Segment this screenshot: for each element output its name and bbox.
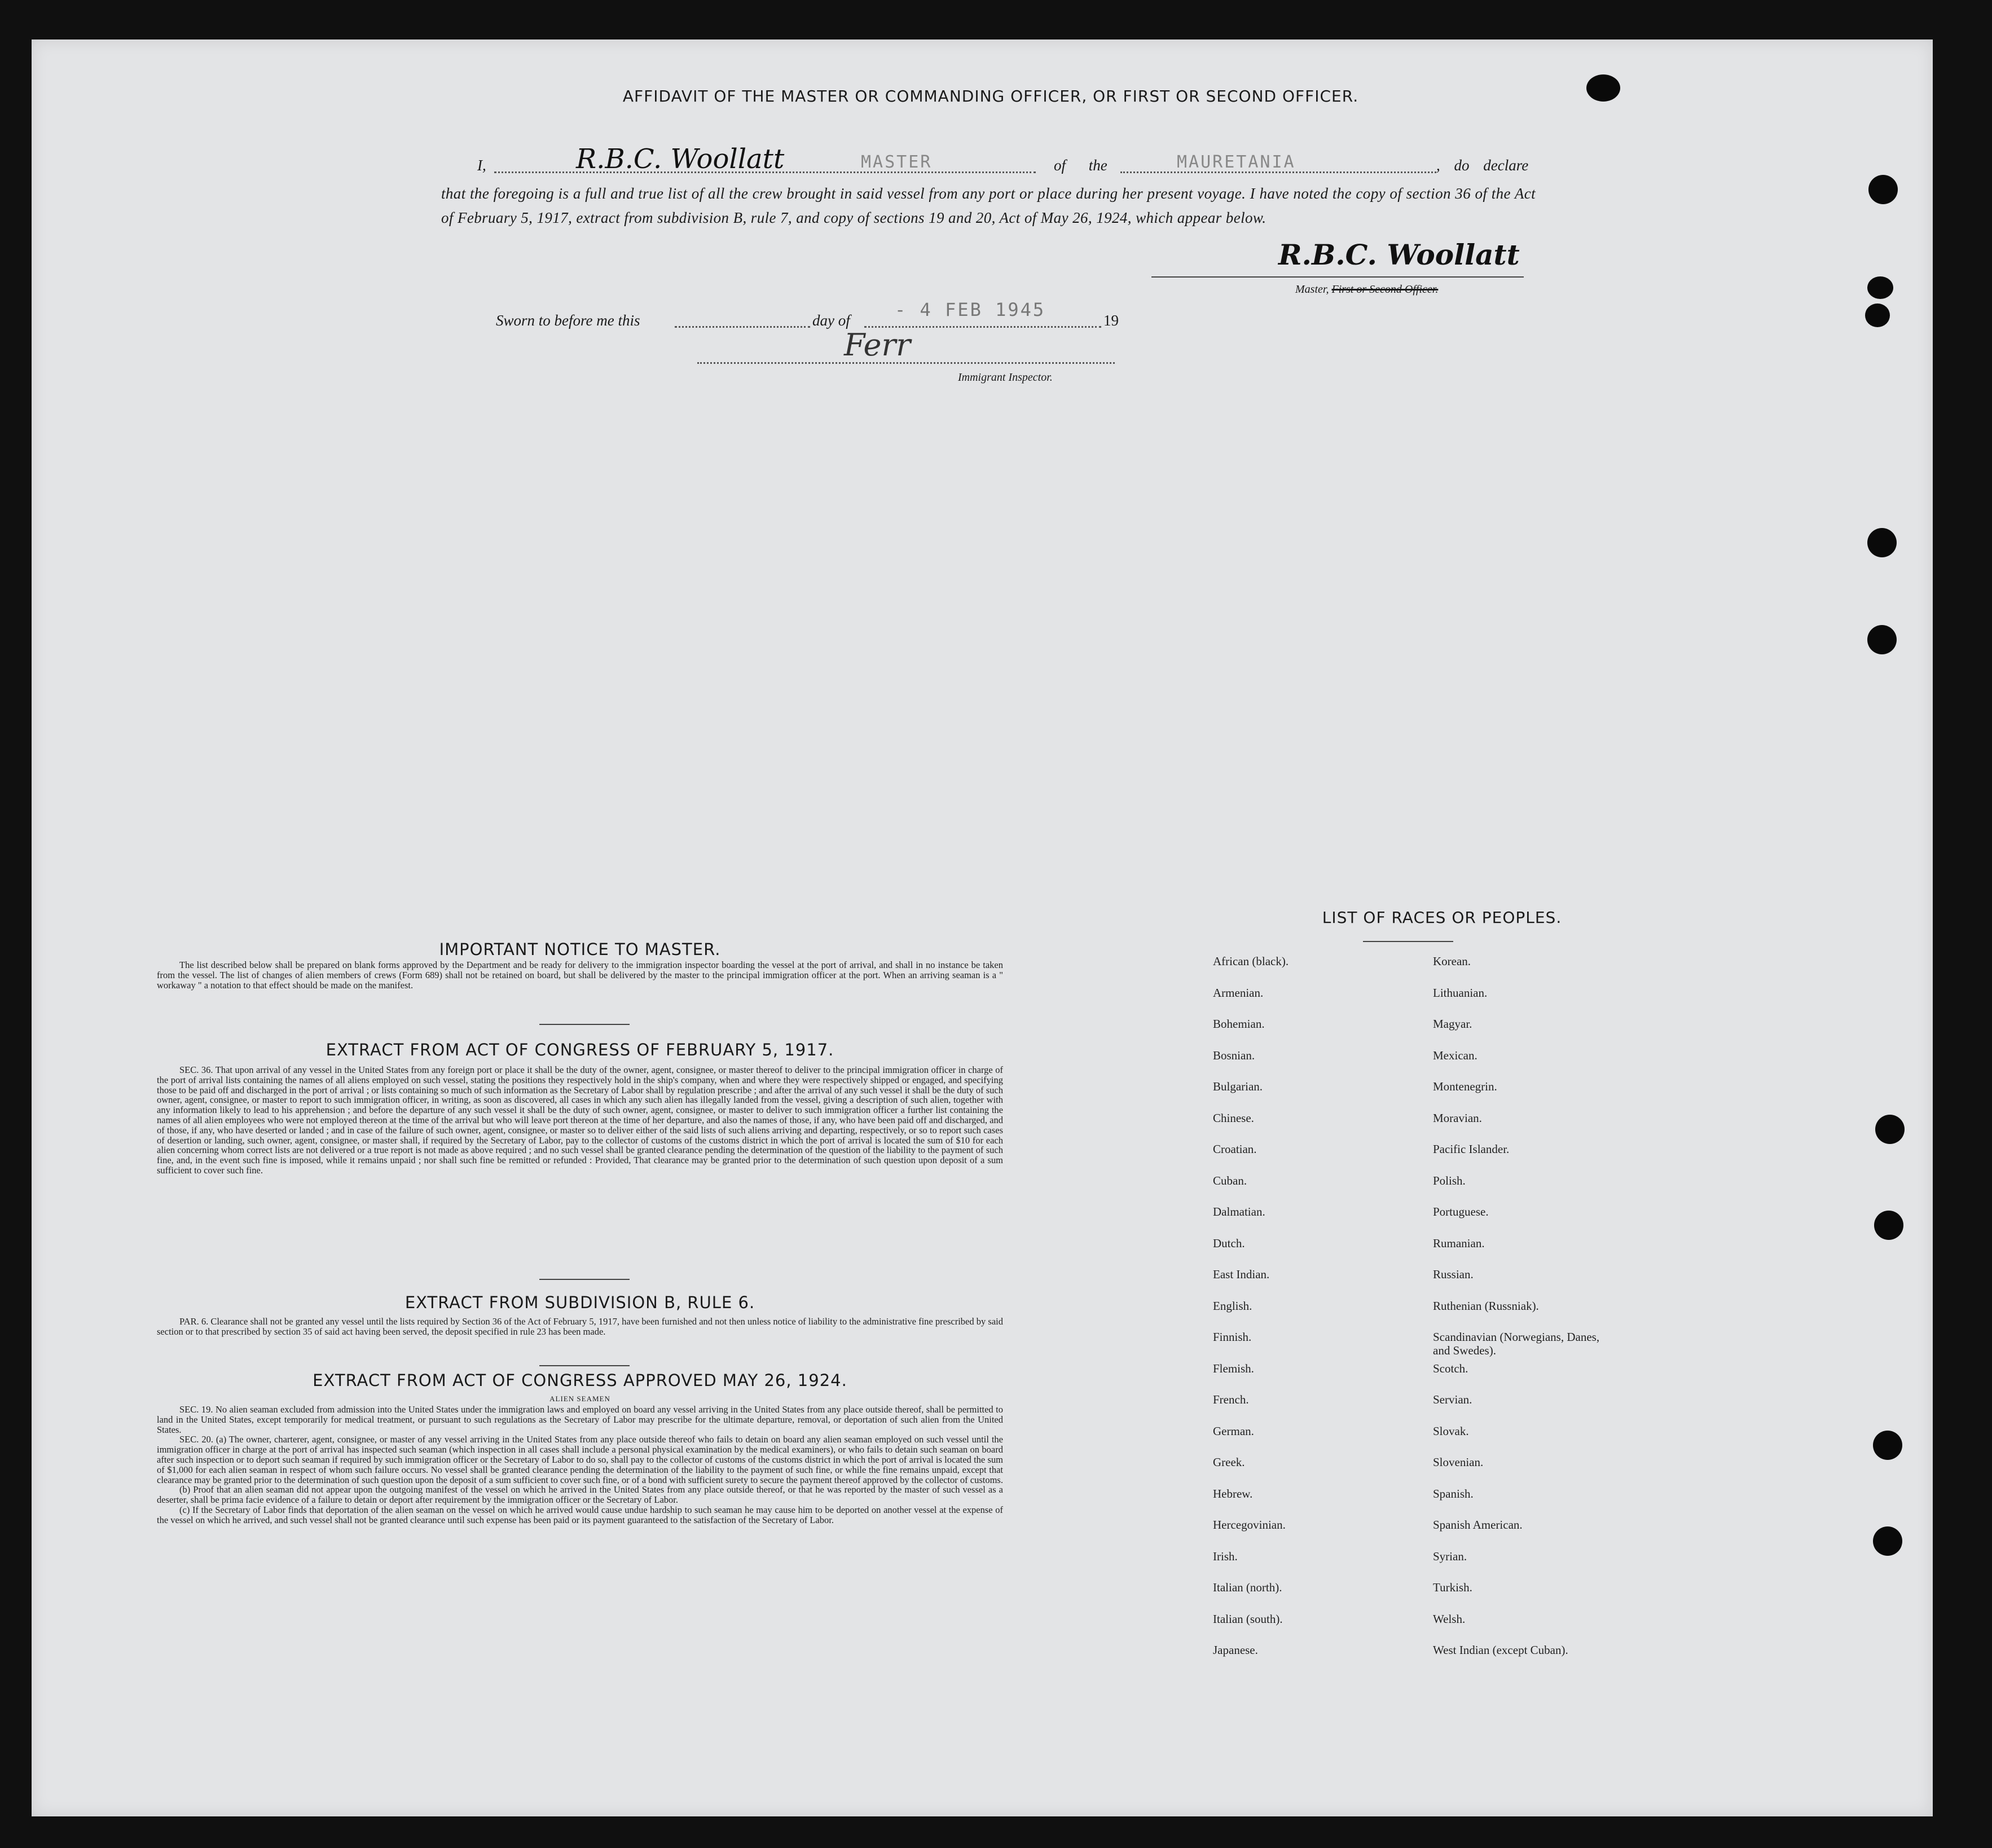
divider [539, 1279, 630, 1280]
section-36-paragraph: SEC. 36. That upon arrival of any vessel in the United States from any foreign port or place it shall be the duty of the owner, agent, consignee, or master thereof to deliver to the principal immigration officer in charge of the port of arrival lists containing the names of all aliens employed on such vessel, stating the positions they respectively hold in the ship's company, when and where they were respectively shipped or engaged, and specifying those to be paid off and discharged in the port of arrival ; or lists containing so much of such information as the Secretary of Labor shall by regulation prescribe ; and after the arrival of any such vessel it shall be the duty of such owner, agent, consignee, or master to report to such immigration officer, in writing, as soon as discovered, all cases in which any such alien has illegally landed from the vessel, giving a description of such alien, together with any information likely to lead to his apprehension ; and before the departure of any such vessel it shall be the duty of such owner, agent, consignee, or master to deliver to such immigration officer a further list containing the names of all alien employees who were not employed thereon at the time of the arrival but who will leave port thereon at the time of her departure, and also the names of those, if any, who have been paid off and discharged, and of those, if any, who have deserted or landed ; and in case of the failure of such owner, agent, consignee, or master so to deliver either of the said lists of such aliens arriving and departing, respectively, or so to report such cases of desertion or landing, such owner, agent, consignee, or master shall, if required by the Secretary of Labor, pay to the collector of customs of the customs district in which the port of arrival is located the sum of $10 for each alien concerning whom correct lists are not delivered or a true report is not made as above required ; and no such vessel shall be granted clearance pending the determination of the question of the liability to the payment of such fine, and, in the event such fine is imposed, while it remains unpaid ; nor shall such fine be remitted or refunded : Provided, That clearance may be granted prior to the determination of such question upon deposit of a sum sufficient to cover such fine. [157, 1064, 1003, 1176]
role-struck: First or Second Officer. [1331, 283, 1439, 296]
race-item: Korean. [1433, 954, 1471, 968]
alien-seamen-subheading: ALIEN SEAMEN [549, 1394, 610, 1403]
race-item: Bosnian. [1213, 1048, 1255, 1062]
signature-line [1151, 276, 1524, 278]
race-item: Pacific Islander. [1433, 1142, 1510, 1156]
race-item: Moravian. [1433, 1111, 1482, 1125]
race-item: East Indian. [1213, 1268, 1270, 1281]
race-item: Hercegovinian. [1213, 1518, 1286, 1532]
race-item: Slovenian. [1433, 1455, 1484, 1469]
race-item: German. [1213, 1424, 1254, 1438]
punch-hole [1874, 1211, 1903, 1240]
of-the-label: of the [1054, 157, 1107, 174]
races-right-column [1433, 954, 1602, 1675]
race-item: Scotch. [1433, 1361, 1468, 1375]
race-item: Syrian. [1433, 1549, 1467, 1563]
sworn-year: 19 [1103, 312, 1119, 329]
subdivision-text [157, 1317, 1003, 1337]
race-item: Servian. [1433, 1393, 1472, 1406]
race-item: Spanish American. [1433, 1518, 1523, 1532]
race-item: English. [1213, 1299, 1252, 1313]
race-item: Magyar. [1433, 1017, 1472, 1031]
race-item: Turkish. [1433, 1581, 1472, 1594]
notice-heading: IMPORTANT NOTICE TO MASTER. [439, 940, 721, 959]
race-item: Slovak. [1433, 1424, 1469, 1438]
punch-hole [1867, 528, 1897, 557]
extract-1924-text [157, 1405, 1003, 1525]
affidavit-body: that the foregoing is a full and true list of all the crew brought in said vessel from any port or place during her present voyage. I have noted the copy of section 36 of the Act of February 5, 1917, extract from subdivision B, rule 7, and copy of sections 19 and 20, Act of May 26, 1924, which appear below. [441, 185, 1536, 226]
race-item: Japanese. [1213, 1643, 1258, 1657]
sec-19-paragraph: SEC. 19. No alien seaman excluded from admission into the United States under the immigration laws and employed on board any vessel arriving in the United States from any place outside thereof, shall be permitted to land in the United States, except temporarily for medical treatment, or pursuant to such regulations as the Secretary of Labor may prescribe for the ultimate departure, removal, or deportation of such alien from the United States. [157, 1404, 1003, 1435]
race-item: Croatian. [1213, 1142, 1257, 1156]
race-item: Armenian. [1213, 985, 1264, 1000]
punch-hole [1873, 1526, 1902, 1556]
races-divider [1363, 941, 1453, 942]
subdivision-heading: EXTRACT FROM SUBDIVISION B, RULE 6. [404, 1293, 755, 1312]
punch-hole [1867, 276, 1893, 299]
race-item: Hebrew. [1213, 1486, 1253, 1501]
master-signature: R.B.C. Woollatt [1278, 238, 1520, 271]
race-item: Bulgarian. [1213, 1080, 1263, 1093]
inspector-signature: Ferr [844, 327, 911, 363]
race-item: Polish. [1433, 1173, 1466, 1187]
punch-hole [1586, 74, 1620, 102]
race-item: Russian. [1433, 1268, 1474, 1281]
sworn-day-blank [675, 322, 810, 328]
race-item: Italian (south). [1213, 1612, 1283, 1626]
race-item: Chinese. [1213, 1111, 1254, 1125]
extract-1924-heading: EXTRACT FROM ACT OF CONGRESS APPROVED MAY 26, 1924. [313, 1371, 847, 1390]
race-item: Dalmatian. [1213, 1205, 1265, 1218]
affidavit-i: I, [477, 157, 486, 174]
race-item: West Indian (except Cuban). [1433, 1643, 1568, 1657]
par-6-paragraph: PAR. 6. Clearance shall not be granted any vessel until the lists required by Section 36 of the Act of February 5, 1917, have been furnished and not then unless notice of liability to the administrative fine prescribed by said section or to that prescribed by section 35 of said act having been served, the deposit specified in rule 23 has been made. [157, 1316, 1003, 1337]
divider [539, 1365, 630, 1366]
punch-hole [1865, 303, 1890, 327]
race-item: Italian (north). [1213, 1581, 1282, 1594]
race-item: Finnish. [1213, 1330, 1252, 1344]
notice-paragraph: The list described below shall be prepared on blank forms approved by the Department and be ready for delivery to the immigration inspector boarding the vessel at the port of arrival, and shall in no instance be taken from the vessel. The list of changes of alien members of crews (Form 689) shall not be retained on board, but shall be delivered by the master to the principal immigration officer at the port. When an arriving seaman is a " workaway " a notation to that effect should be made on the manifest. [157, 960, 1003, 991]
race-item: Portuguese. [1433, 1205, 1489, 1218]
sec-20a-paragraph: SEC. 20. (a) The owner, charterer, agent, consignee, or master of any vessel arriving in the United States from any place outside thereof who fails to detain on board any alien seaman employed on such vessel until the immigration officer in charge at the port of arrival has inspected such seaman (which inspection in all cases shall include a personal physical examination by the medical examiners), or who fails to detain such seaman on board after such inspection or to deport such seaman if required by such immigration officer or the Secretary of Labor to do so, shall pay to the collector of customs of the customs district in which the port of arrival is located the sum of $1,000 for each alien seaman in respect of whom such failure occurs. No vessel shall be granted clearance pending the determination of the liability to the payment of such fine, or while the fine remains unpaid, except that clearance may be granted prior to the determination of such question upon the deposit of a sum sufficient to cover such fine, or of a bond with sufficient surety to secure the payment thereof approved by the collector of customs. [157, 1434, 1003, 1485]
do-declare-label: , do declare [1436, 157, 1529, 174]
race-item: Montenegrin. [1433, 1080, 1497, 1093]
race-item: Rumanian. [1433, 1236, 1485, 1250]
punch-hole [1868, 175, 1898, 204]
sworn-prefix: Sworn to before me this [496, 312, 640, 329]
race-item: Irish. [1213, 1549, 1238, 1563]
vessel-name-stamp: MAURETANIA [1177, 152, 1296, 172]
punch-hole [1875, 1115, 1905, 1144]
race-item: Welsh. [1433, 1612, 1466, 1626]
document-page [32, 39, 1933, 1816]
sec-20b-paragraph: (b) Proof that an alien seaman did not appear upon the outgoing manifest of the vessel on which he arrived in the United States from any place outside thereof, or that he was reported by the master of such vessel as a deserter, shall be prima facie evidence of a failure to detain or deport after requirement by the immigration officer or the Secretary of Labor. [157, 1484, 1003, 1506]
signature-role [1295, 283, 1438, 296]
races-heading: LIST OF RACES OR PEOPLES. [1322, 908, 1562, 927]
notice-text [157, 960, 1003, 990]
affidavit-title: AFFIDAVIT OF THE MASTER OR COMMANDING OFFICER, OR FIRST OR SECOND OFFICER. [622, 87, 1359, 105]
race-item: Ruthenian (Russniak). [1433, 1299, 1539, 1313]
inspector-line [697, 360, 1115, 364]
race-item: Scandinavian (Norwegians, Danes, and Swedes). [1433, 1330, 1600, 1357]
punch-hole [1873, 1431, 1902, 1460]
punch-hole [1867, 625, 1897, 654]
divider [539, 1024, 630, 1025]
master-name-handwritten: R.B.C. Woollatt [576, 143, 785, 175]
role-master: Master, [1295, 283, 1329, 296]
race-item: Greek. [1213, 1455, 1245, 1469]
race-item: Spanish. [1433, 1486, 1474, 1501]
extract-1917-heading: EXTRACT FROM ACT OF CONGRESS OF FEBRUARY 5, 1917. [326, 1040, 834, 1059]
date-stamp: - 4 FEB 1945 [895, 299, 1046, 320]
race-item: Lithuanian. [1433, 985, 1488, 1000]
sworn-day-of: day of [812, 312, 850, 329]
race-item: Mexican. [1433, 1048, 1477, 1062]
sec-20c-paragraph: (c) If the Secretary of Labor finds that deportation of the alien seaman on the vessel on which he arrived would cause undue hardship to such seaman he may cause him to be deported on another vessel at the expense of the vessel on which he arrived, and such vessel shall not be granted clearance until such expense has been paid or its payment guaranteed to the satisfaction of the Secretary of Labor. [157, 1504, 1003, 1525]
race-item: Cuban. [1213, 1173, 1247, 1187]
extract-1917-text [157, 1065, 1003, 1176]
master-title-stamp: MASTER [861, 152, 933, 172]
race-item: Bohemian. [1213, 1017, 1265, 1031]
inspector-label: Immigrant Inspector. [958, 371, 1053, 384]
race-item: French. [1213, 1393, 1249, 1406]
race-item: Flemish. [1213, 1361, 1254, 1375]
race-item: African (black). [1213, 954, 1289, 968]
races-left-column [1213, 954, 1289, 1675]
race-item: Dutch. [1213, 1236, 1245, 1250]
